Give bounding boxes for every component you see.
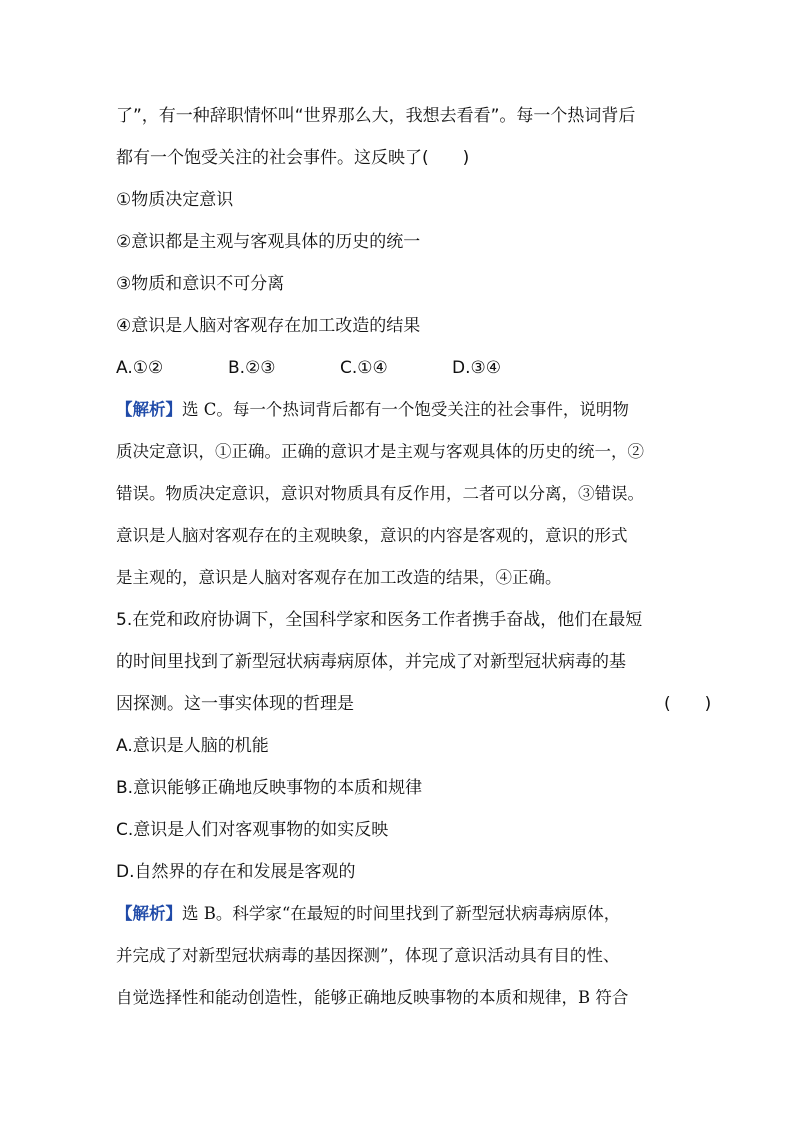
- q5-option-d: D.自然界的存在和发展是客观的: [116, 862, 356, 882]
- q5-analysis-text: 选 B。科学家“在最短的时间里找到了新型冠状病毒病原体，: [182, 904, 621, 923]
- q4-option-b: B.②③: [228, 358, 276, 378]
- q4-option-a: A.①②: [116, 358, 164, 378]
- q4-options: [116, 356, 564, 380]
- q5-analysis-line: [116, 902, 620, 926]
- q4-analysis-line: 意识是人脑对客观存在的主观映象，意识的内容是客观的，意识的形式: [116, 526, 628, 545]
- q5-answer-paren: ( ): [664, 694, 712, 714]
- q5-option-b: B.意识能够正确地反映事物的本质和规律: [116, 778, 423, 798]
- q4-option-c: C.①④: [340, 358, 388, 378]
- q4-stem-line: 都有一个饱受关注的社会事件。这反映了( ): [116, 148, 470, 168]
- q4-option-d: D.③④: [452, 358, 501, 378]
- q4-statement: ④意识是人脑对客观存在加工改造的结果: [116, 316, 421, 336]
- analysis-tag: 【解析】: [116, 400, 182, 419]
- q4-analysis-line: 是主观的，意识是人脑对客观存在加工改造的结果，④正确。: [116, 568, 562, 587]
- q4-analysis-line: 错误。物质决定意识，意识对物质具有反作用，二者可以分离，③错误。: [116, 484, 644, 503]
- q5-analysis-line: 并完成了对新型冠状病毒的基因探测”，体现了意识活动具有目的性、: [116, 946, 620, 965]
- q4-statement: ②意识都是主观与客观具体的历史的统一: [116, 232, 421, 252]
- q4-statement: ①物质决定意识: [116, 190, 234, 210]
- q5-stem-line: 的时间里找到了新型冠状病毒病原体，并完成了对新型冠状病毒的基: [116, 652, 626, 672]
- q5-analysis-line: 自觉选择性和能动创造性，能够正确地反映事物的本质和规律，B 符合: [116, 988, 629, 1007]
- q5-stem-line: 因探测。这一事实体现的哲理是: [116, 694, 354, 714]
- analysis-tag: 【解析】: [116, 904, 182, 923]
- q5-option-a: A.意识是人脑的机能: [116, 736, 269, 756]
- q4-stem-line: 了”，有一种辞职情怀叫“世界那么大，我想去看看”。每一个热词背后: [116, 106, 636, 126]
- q5-stem-line: 5.在党和政府协调下，全国科学家和医务工作者携手奋战，他们在最短: [116, 610, 643, 630]
- q4-analysis-line: 质决定意识，①正确。正确的意识才是主观与客观具体的历史的统一，②: [116, 442, 644, 461]
- q4-analysis-text: 选 C。每一个热词背后都有一个饱受关注的社会事件，说明物: [182, 400, 629, 419]
- q5-option-c: C.意识是人们对客观事物的如实反映: [116, 820, 389, 840]
- q4-analysis-line: [116, 398, 629, 422]
- q4-statement: ③物质和意识不可分离: [116, 274, 285, 294]
